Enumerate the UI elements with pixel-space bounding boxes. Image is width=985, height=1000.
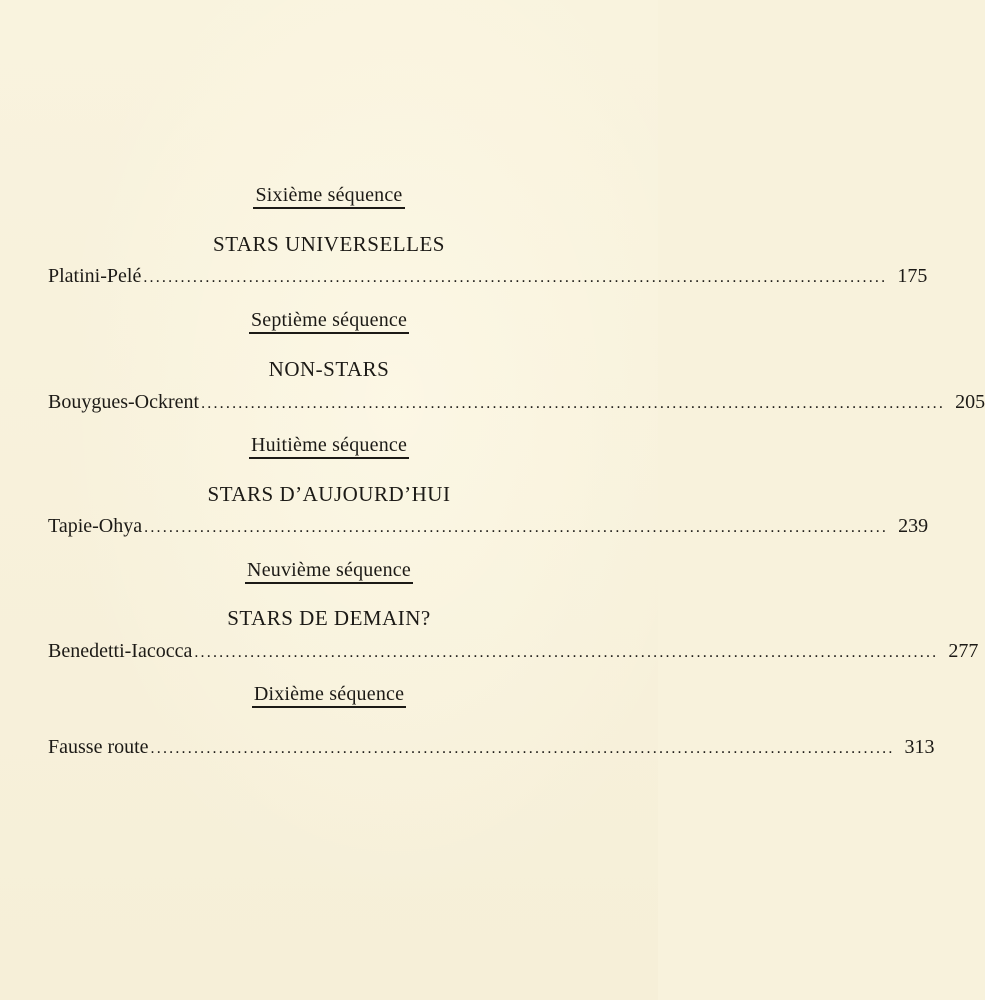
toc-entry-page: 175	[897, 265, 928, 287]
part-title: STARS DE DEMAIN?	[227, 606, 431, 630]
sequence-heading-text: Septième séquence	[249, 309, 409, 334]
sequence-heading	[0, 682, 658, 708]
sequence-heading	[0, 183, 658, 209]
sequence-heading-text: Dixième séquence	[252, 683, 406, 708]
sequence-heading	[0, 433, 658, 459]
sequence-heading-text: Neuvième séquence	[245, 559, 413, 584]
toc-entry-title: Fausse route	[48, 736, 149, 758]
leader-dots: ........................................................................................................................	[201, 395, 946, 412]
part-title: NON-STARS	[268, 357, 390, 381]
sequence-heading-text: Huitième séquence	[249, 434, 409, 459]
toc-entry-page: 205	[955, 391, 985, 413]
leader-dots: ........................................................................................................................	[144, 519, 889, 536]
leader-dots: ........................................................................................................................	[150, 740, 895, 757]
toc-entry-page: 313	[904, 736, 935, 758]
toc-entry[interactable]	[48, 263, 928, 289]
toc-entry-title: Benedetti-Iacocca	[48, 640, 193, 662]
leader-dots: ........................................................................................................................	[194, 644, 939, 661]
sequence-heading	[0, 308, 658, 334]
toc-entry-page: 277	[948, 640, 979, 662]
sequence-heading-text: Sixième séquence	[253, 184, 404, 209]
toc-entry-title: Tapie-Ohya	[48, 515, 143, 537]
leader-dots: ........................................................................................................................	[143, 269, 888, 286]
toc-entry-title: Platini-Pelé	[48, 265, 142, 287]
toc-entry-title: Bouygues-Ockrent	[48, 391, 200, 413]
part-title: STARS UNIVERSELLES	[213, 232, 445, 256]
toc-entry[interactable]	[48, 734, 935, 760]
toc-entry[interactable]	[48, 638, 979, 664]
toc-entry[interactable]	[48, 389, 985, 415]
sequence-heading	[0, 558, 658, 584]
toc-entry-page: 239	[898, 515, 929, 537]
part-title: STARS D’AUJOURD’HUI	[207, 482, 451, 506]
toc-entry[interactable]	[48, 513, 929, 539]
